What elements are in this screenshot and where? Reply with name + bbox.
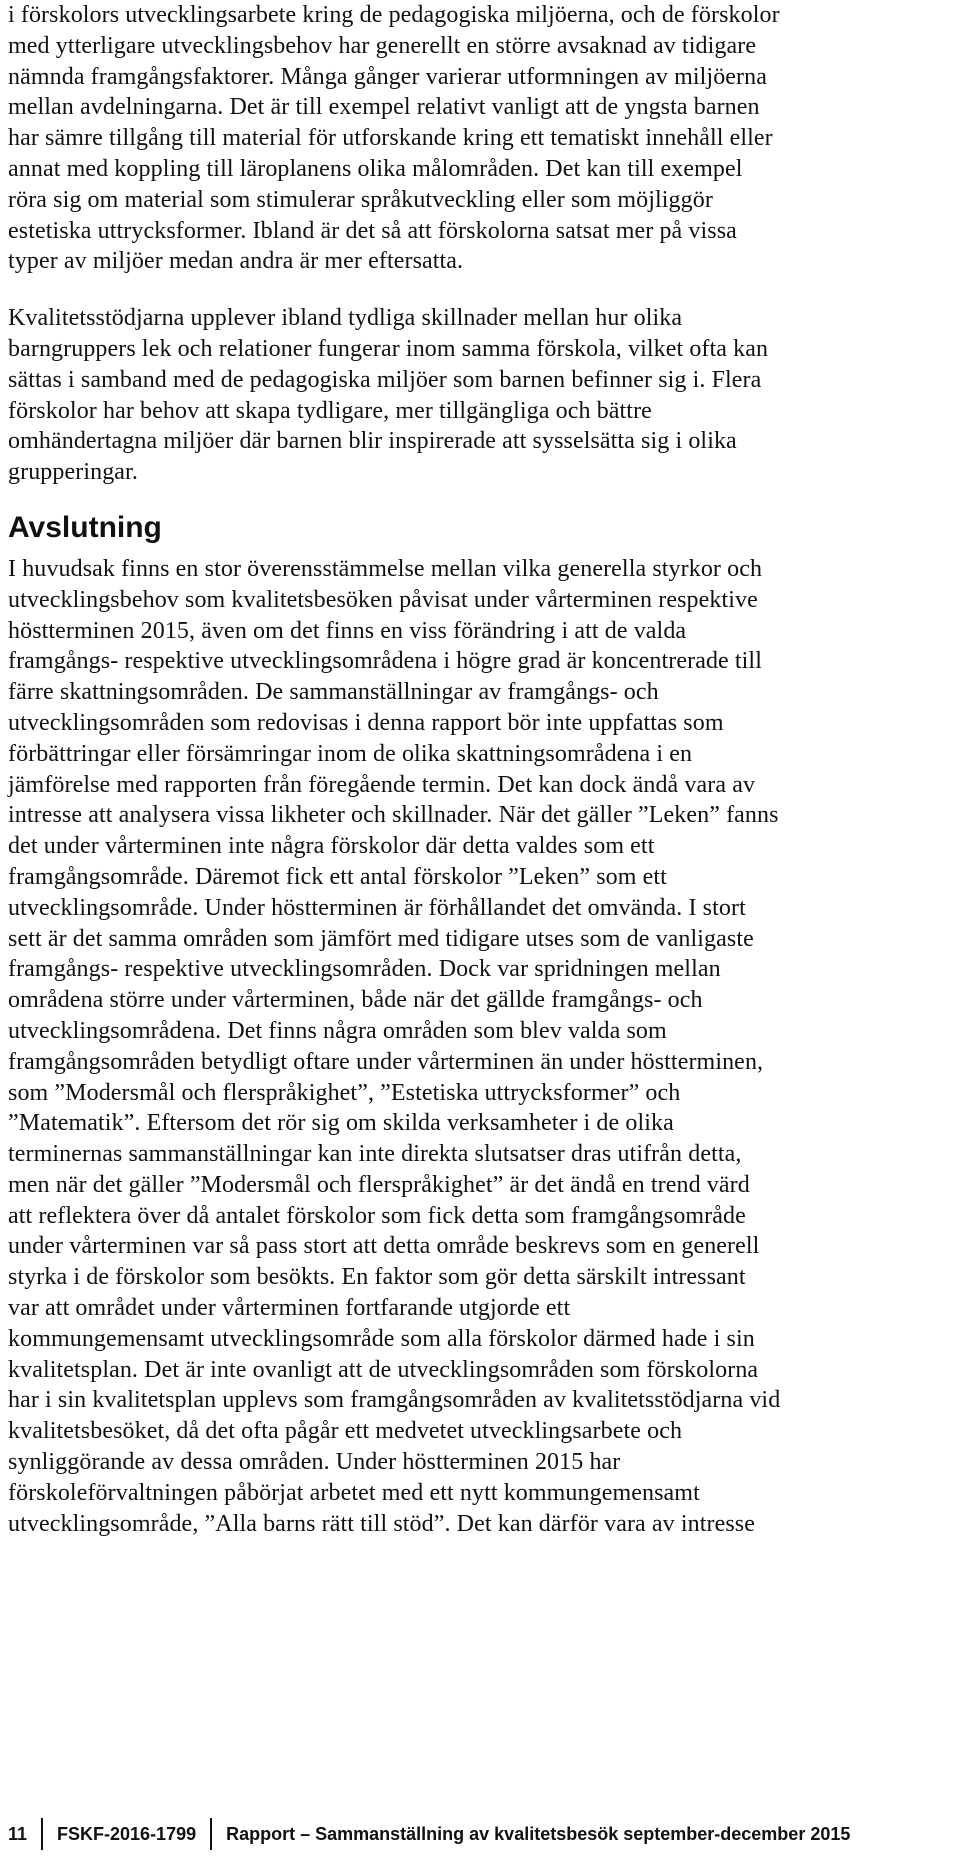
text-line: färre skattningsområden. De sammanställningar av framgångs- och <box>8 679 659 706</box>
text-line: synliggörande av dessa områden. Under höstterminen 2015 har <box>8 1449 621 1476</box>
text-line: kommungemensamt utvecklingsområde som alla förskolor därmed hade i sin <box>8 1325 755 1352</box>
text-line: jämförelse med rapporten från föregående termin. Det kan dock ändå vara av <box>8 771 756 798</box>
text-line: höstterminen 2015, även om det finns en viss förändring i att de valda <box>8 617 687 644</box>
text-line: ”Matematik”. Eftersom det rör sig om skilda verksamheter i de olika <box>8 1110 674 1137</box>
section-heading: Avslutning <box>8 510 162 544</box>
text-line: utvecklingsområdena. Det finns några områden som blev valda som <box>8 1017 667 1044</box>
text-line: under vårterminen var så pass stort att detta område beskrevs som en generell <box>8 1233 760 1260</box>
text-line: grupperingar. <box>8 459 138 486</box>
text-line: omhändertagna miljöer där barnen blir inspirerade att sysselsätta sig i olika <box>8 428 737 455</box>
text-line: förskoleförvaltningen påbörjat arbetet med ett nytt kommungemensamt <box>8 1479 700 1506</box>
text-line: kvalitetsbesöket, då det ofta pågår ett medvetet utvecklingsarbete och <box>8 1418 683 1445</box>
text-line: det under vårterminen inte några förskolor där detta valdes som ett <box>8 833 655 860</box>
paragraph <box>8 303 952 488</box>
text-line: områdena större under vårterminen, både när det gällde framgångs- och <box>8 987 703 1014</box>
footer-divider <box>210 1818 212 1850</box>
paragraph <box>8 0 952 277</box>
text-line: har i sin kvalitetsplan upplevs som framgångsområden av kvalitetsstödjarna vid <box>8 1387 781 1414</box>
page-footer <box>8 1818 850 1850</box>
text-line: var att området under vårterminen fortfarande utgjorde ett <box>8 1295 571 1322</box>
text-line: mellan avdelningarna. Det är till exempel relativt vanligt att de yngsta barnen <box>8 94 760 121</box>
document-id: FSKF-2016-1799 <box>57 1823 197 1844</box>
text-line: utvecklingsområden som redovisas i denna rapport bör inte uppfattas som <box>8 709 724 736</box>
text-line: röra sig om material som stimulerar språkutveckling eller som möjliggör <box>8 186 713 213</box>
text-line: barngruppers lek och relationer fungerar inom samma förskola, vilket ofta kan <box>8 335 769 362</box>
text-line: framgångs- respektive utvecklingsområdena i högre grad är koncentrerade till <box>8 648 762 675</box>
text-line: framgångsområden betydligt oftare under vårterminen än under höstterminen, <box>8 1048 764 1075</box>
text-line: terminernas sammanställningar kan inte direkta slutsatser dras utifrån detta, <box>8 1141 742 1168</box>
text-line: som ”Modersmål och flerspråkighet”, ”Estetiska uttrycksformer” och <box>8 1079 681 1106</box>
paragraph <box>8 554 952 1540</box>
page-number: 11 <box>8 1823 28 1844</box>
text-line: förbättringar eller försämringar inom de olika skattningsområdena i en <box>8 740 693 767</box>
text-line: utvecklingsbehov som kvalitetsbesöken påvisat under vårterminen respektive <box>8 586 758 613</box>
footer-divider <box>41 1818 43 1850</box>
text-line: i förskolors utvecklingsarbete kring de pedagogiska miljöerna, och de förskolor <box>8 2 780 28</box>
text-line: förskolor har behov att skapa tydligare, mer tillgängliga och bättre <box>8 397 652 424</box>
text-line: nämnda framgångsfaktorer. Många gånger varierar utformningen av miljöerna <box>8 63 767 90</box>
text-line: intresse att analysera vissa likheter och skillnader. När det gäller ”Leken” fanns <box>8 802 779 829</box>
text-line: men när det gäller ”Modersmål och flerspråkighet” är det ändå en trend värd <box>8 1171 750 1198</box>
text-line: framgångsområde. Däremot fick ett antal förskolor ”Leken” som ett <box>8 863 667 890</box>
text-line: framgångs- respektive utvecklingsområden. Dock var spridningen mellan <box>8 956 721 983</box>
text-line: annat med koppling till läroplanens olika målområden. Det kan till exempel <box>8 155 743 182</box>
text-line: utvecklingsområde, ”Alla barns rätt till stöd”. Det kan därför vara av intresse <box>8 1510 755 1537</box>
document-page <box>8 0 952 1539</box>
text-line: sett är det samma områden som jämfört med tidigare utses som de vanligaste <box>8 925 754 952</box>
text-line: utvecklingsområde. Under höstterminen är förhållandet det omvända. I stort <box>8 894 746 921</box>
text-line: med ytterligare utvecklingsbehov har generellt en större avsaknad av tidigare <box>8 32 757 59</box>
text-line: kvalitetsplan. Det är inte ovanligt att de utvecklingsområden som förskolorna <box>8 1356 759 1383</box>
text-line: sättas i samband med de pedagogiska miljöer som barnen befinner sig i. Flera <box>8 366 762 393</box>
text-line: estetiska uttrycksformer. Ibland är det så att förskolorna satsat mer på vissa <box>8 217 737 244</box>
text-line: Kvalitetsstödjarna upplever ibland tydliga skillnader mellan hur olika <box>8 305 683 332</box>
text-line: att reflektera över då antalet förskolor som fick detta som framgångsområde <box>8 1202 746 1229</box>
text-line: I huvudsak finns en stor överensstämmelse mellan vilka generella styrkor och <box>8 555 763 582</box>
text-line: har sämre tillgång till material för utforskande kring ett tematiskt innehåll eller <box>8 125 773 152</box>
text-line: styrka i de förskolor som besökts. En faktor som gör detta särskilt intressant <box>8 1264 746 1291</box>
report-title: Rapport – Sammanställning av kvalitetsbesök september-december 2015 <box>226 1823 851 1844</box>
text-line: typer av miljöer medan andra är mer eftersatta. <box>8 248 464 275</box>
